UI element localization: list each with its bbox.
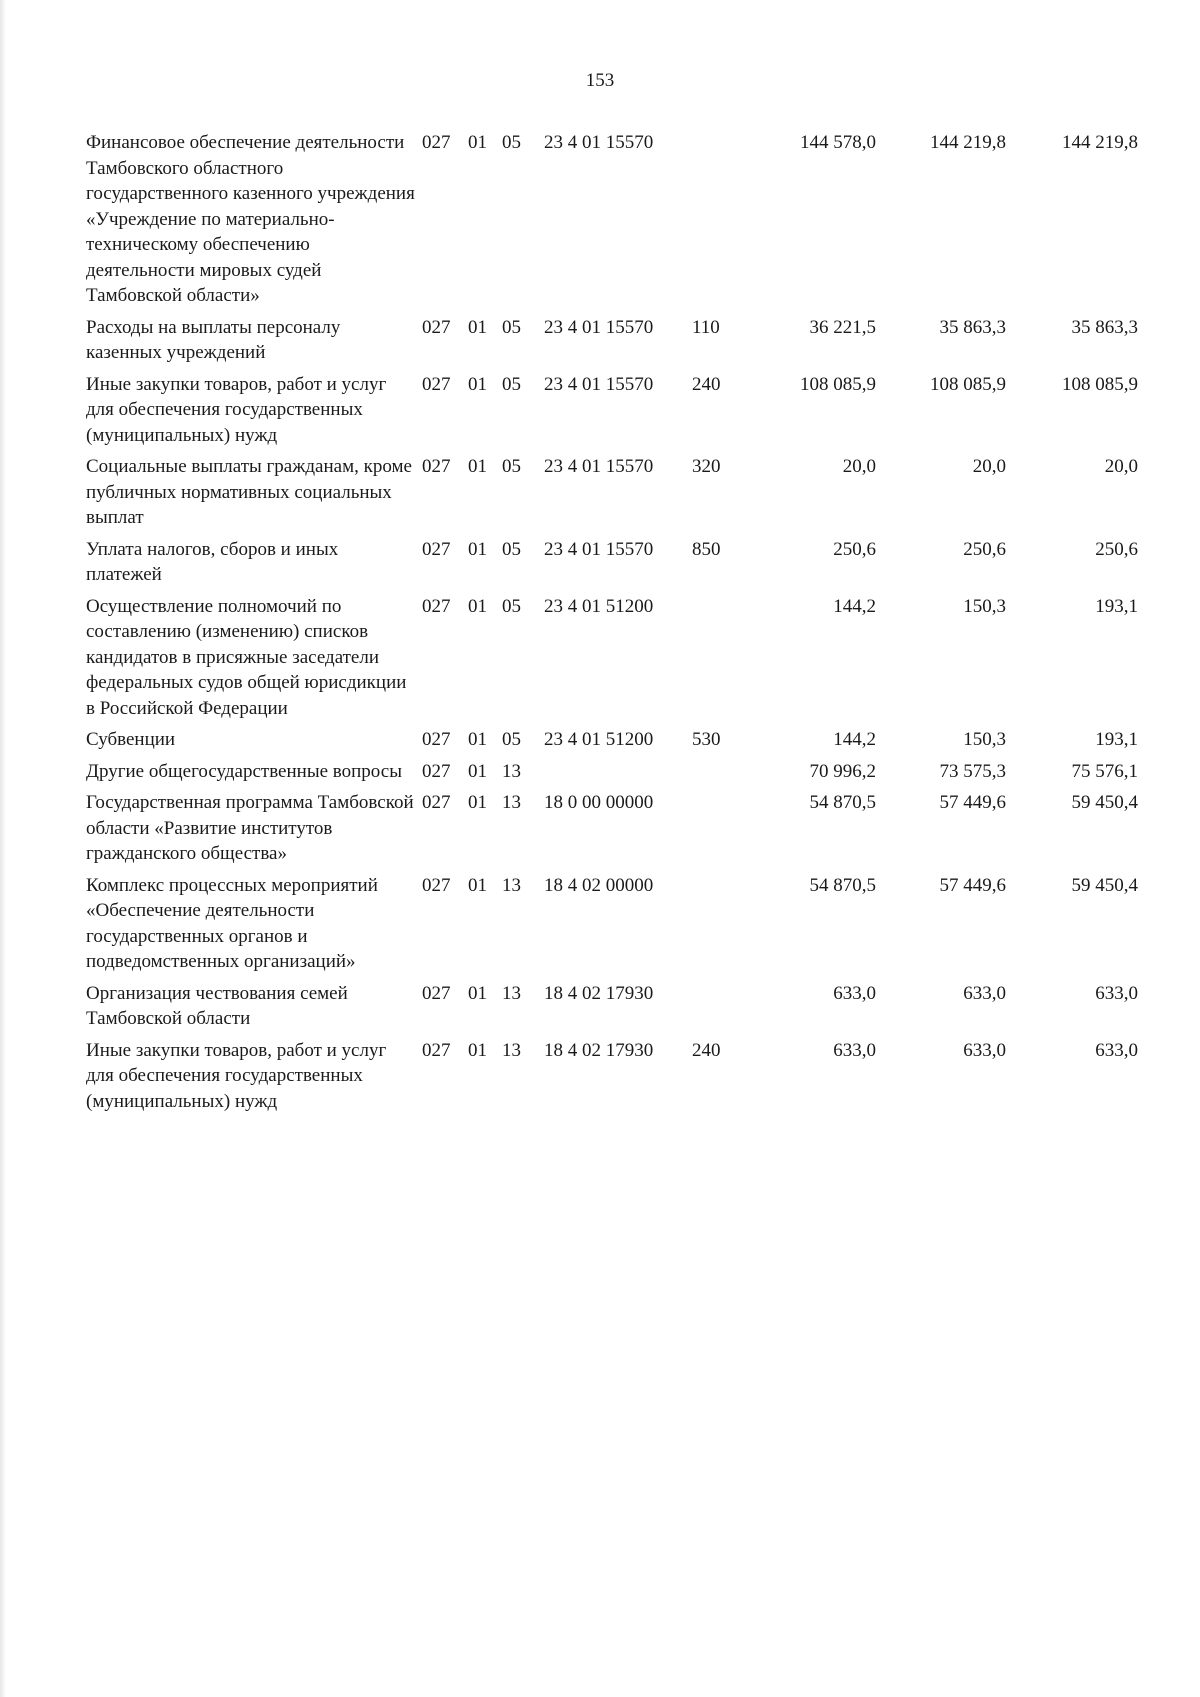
row-type: 850 (692, 538, 721, 560)
row-value-1: 108 085,9 (800, 373, 876, 395)
row-type: 110 (692, 316, 720, 338)
row-type: 240 (692, 1039, 721, 1061)
row-target: 23 4 01 15570 (544, 456, 654, 477)
row-value-3: 633,0 (1095, 1039, 1138, 1061)
table-row (86, 727, 1168, 753)
row-subsection: 05 (502, 538, 521, 560)
row-name: Комплекс процессных мероприятий «Обеспечение деятельности государственных органов и подведомственных организаций» (86, 874, 378, 972)
row-type: 320 (692, 456, 721, 477)
row-name: Иные закупки товаров, работ и услуг для обеспечения государственных (муниципальных) нужд (86, 373, 387, 446)
row-target: 23 4 01 51200 (544, 729, 654, 750)
row-name: Государственная программа Тамбовской области «Развитие институтов гражданского общества» (86, 792, 414, 864)
table-row (86, 1038, 1168, 1115)
row-ministry: 027 (422, 792, 451, 813)
table-row (86, 454, 1168, 531)
row-subsection: 05 (502, 456, 521, 477)
row-target: 18 4 02 00000 (544, 874, 654, 896)
row-section: 01 (468, 456, 487, 477)
row-value-1: 144,2 (833, 595, 876, 617)
row-ministry: 027 (422, 456, 451, 477)
row-section: 01 (468, 874, 487, 896)
table-row (86, 594, 1168, 722)
row-name: Иные закупки товаров, работ и услуг для обеспечения государственных (муниципальных) нужд (86, 1039, 387, 1112)
row-value-2: 57 449,6 (939, 874, 1006, 896)
row-value-1: 54 870,5 (809, 792, 876, 813)
row-value-3: 20,0 (1104, 456, 1138, 477)
row-value-3: 108 085,9 (1062, 373, 1138, 395)
row-ministry: 027 (422, 132, 451, 153)
table-row (86, 537, 1168, 588)
row-value-3: 59 450,4 (1071, 792, 1138, 813)
row-value-3: 75 576,1 (1071, 760, 1138, 782)
table-row (86, 759, 1168, 785)
row-name: Финансовое обеспечение деятельности Тамбовского областного государственного казенного учреждения «Учреждение по материально-техническому обеспечению деятельности мировых судей Тамбовской области» (86, 132, 415, 306)
row-name: Социальные выплаты гражданам, кроме публичных нормативных социальных выплат (86, 456, 412, 528)
row-value-3: 250,6 (1095, 538, 1138, 560)
row-target: 23 4 01 15570 (544, 538, 654, 560)
page-number: 153 (585, 70, 615, 91)
row-type: 240 (692, 373, 721, 395)
row-section: 01 (468, 1039, 487, 1061)
row-target: 23 4 01 51200 (544, 595, 654, 617)
row-target: 23 4 01 15570 (544, 132, 654, 153)
row-section: 01 (468, 316, 487, 338)
row-section: 01 (468, 538, 487, 560)
row-value-2: 150,3 (963, 729, 1006, 750)
row-value-3: 193,1 (1095, 729, 1138, 750)
row-name: Расходы на выплаты персоналу казенных учреждений (86, 316, 341, 363)
row-subsection: 13 (502, 792, 521, 813)
row-subsection: 05 (502, 132, 521, 153)
table-row (86, 372, 1168, 449)
row-value-1: 54 870,5 (809, 874, 876, 896)
row-section: 01 (468, 982, 487, 1004)
table-row (86, 873, 1168, 975)
row-target: 18 4 02 17930 (544, 982, 654, 1004)
row-name: Организация чествования семей Тамбовской области (86, 982, 348, 1029)
row-value-3: 144 219,8 (1062, 132, 1138, 153)
row-value-3: 193,1 (1095, 595, 1138, 617)
budget-table (86, 130, 1168, 1120)
row-target: 18 0 00 00000 (544, 792, 654, 813)
row-value-1: 144,2 (833, 729, 876, 750)
row-subsection: 13 (502, 1039, 521, 1061)
row-value-1: 633,0 (833, 1039, 876, 1061)
row-section: 01 (468, 132, 487, 153)
row-target: 23 4 01 15570 (544, 373, 654, 395)
row-subsection: 05 (502, 373, 521, 395)
table-row (86, 790, 1168, 867)
row-ministry: 027 (422, 1039, 451, 1061)
row-section: 01 (468, 729, 487, 750)
row-value-1: 250,6 (833, 538, 876, 560)
row-value-1: 20,0 (842, 456, 876, 477)
row-value-1: 36 221,5 (809, 316, 876, 338)
row-ministry: 027 (422, 874, 451, 896)
row-value-1: 633,0 (833, 982, 876, 1004)
row-ministry: 027 (422, 316, 451, 338)
row-name: Субвенции (86, 729, 176, 750)
row-name: Уплата налогов, сборов и иных платежей (86, 538, 339, 585)
row-subsection: 05 (502, 729, 521, 750)
row-section: 01 (468, 760, 487, 782)
table-row (86, 981, 1168, 1032)
row-ministry: 027 (422, 760, 451, 782)
row-subsection: 13 (502, 874, 521, 896)
row-target: 23 4 01 15570 (544, 316, 654, 338)
row-value-3: 59 450,4 (1071, 874, 1138, 896)
row-ministry: 027 (422, 729, 451, 750)
row-subsection: 13 (502, 760, 521, 782)
row-value-2: 57 449,6 (939, 792, 1006, 813)
row-ministry: 027 (422, 373, 451, 395)
table-row (86, 130, 1168, 309)
row-value-1: 70 996,2 (809, 760, 876, 782)
row-subsection: 13 (502, 982, 521, 1004)
row-value-1: 144 578,0 (800, 132, 876, 153)
row-ministry: 027 (422, 982, 451, 1004)
row-value-3: 633,0 (1095, 982, 1138, 1004)
scan-edge (0, 0, 6, 1697)
row-value-2: 144 219,8 (930, 132, 1006, 153)
row-ministry: 027 (422, 595, 451, 617)
row-section: 01 (468, 792, 487, 813)
row-value-2: 20,0 (972, 456, 1006, 477)
row-ministry: 027 (422, 538, 451, 560)
row-value-3: 35 863,3 (1071, 316, 1138, 338)
row-subsection: 05 (502, 316, 521, 338)
row-type: 530 (692, 729, 721, 750)
row-value-2: 633,0 (963, 982, 1006, 1004)
row-section: 01 (468, 595, 487, 617)
row-name: Осуществление полномочий по составлению (изменению) списков кандидатов в присяжные заседатели федеральных судов общей юрисдикции в Российской Федерации (86, 595, 407, 719)
row-subsection: 05 (502, 595, 521, 617)
row-value-2: 108 085,9 (930, 373, 1006, 395)
row-value-2: 35 863,3 (939, 316, 1006, 338)
row-value-2: 633,0 (963, 1039, 1006, 1061)
row-value-2: 73 575,3 (939, 760, 1006, 782)
row-value-2: 250,6 (963, 538, 1006, 560)
row-name: Другие общегосударственные вопросы (86, 760, 402, 782)
table-row (86, 315, 1168, 366)
row-value-2: 150,3 (963, 595, 1006, 617)
row-target: 18 4 02 17930 (544, 1039, 654, 1061)
row-section: 01 (468, 373, 487, 395)
